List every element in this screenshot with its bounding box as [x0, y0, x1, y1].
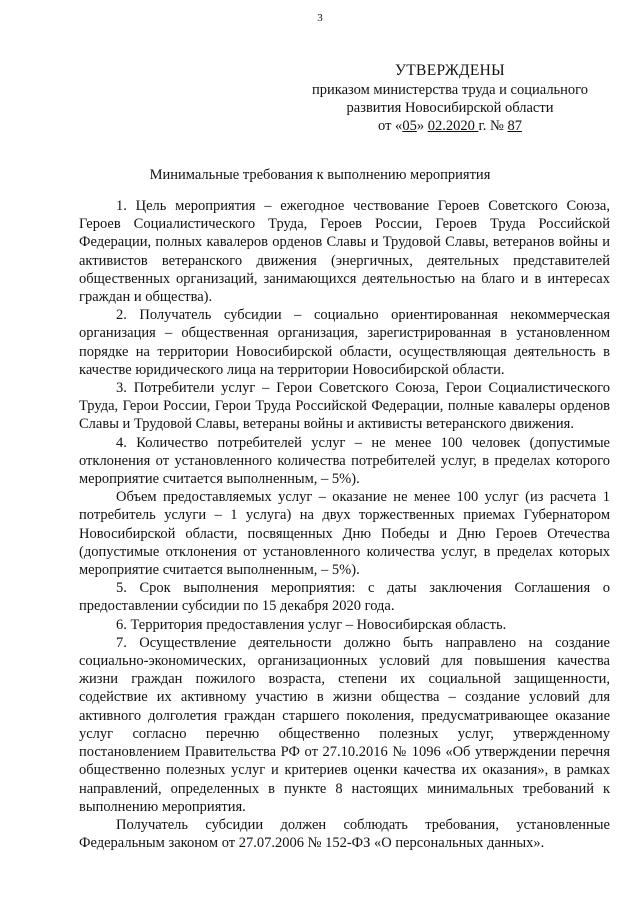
- document-title: Минимальные требования к выполнению мероприятия: [149, 167, 491, 183]
- paragraph-4-quantity: 4. Количество потребителей услуг – не менее 100 человек (допустимые отклонения от установленного количества потребителей услуг, в пределах которого мероприятие считается выполненным, – 5%).: [79, 434, 610, 488]
- approval-heading: УТВЕРЖДЕНЫ: [395, 62, 505, 79]
- approval-block: [300, 62, 600, 135]
- paragraph-service-volume: Объем предоставляемых услуг – оказание не менее 100 услуг (из расчета 1 потребитель услуги – 1 услуга) на двух торжественных приемах Губернатором Новосибирской области, посвященных Дню Победы и Дню Героев Отечества (допустимые отклонения от установленного количества услуг, в пределах которых мероприятие считается выполненным, – 5%).: [79, 489, 610, 579]
- approval-date-line: [300, 117, 600, 135]
- document-body: [79, 197, 610, 852]
- date-prefix: от «: [378, 118, 403, 134]
- paragraph-6-territory: 6. Территория предоставления услуг – Новосибирская область.: [116, 616, 507, 633]
- paragraph-1-goal: 1. Цель мероприятия – ежегодное чествование Героев Советского Союза, Героев Социалистического Труда, Героев России, Героев Труда Российской Федерации, полных кавалеров орденов Славы и Трудовой Славы, ветеранов войны и активистов ветеранского движения (энергичных, деятельных представителей общественных организаций, занимающихся деятельностью на благо и в интересах граждан и общества).: [79, 198, 610, 306]
- paragraph-personal-data: Получатель субсидии должен соблюдать требования, установленные Федеральным законом от 27.07.2006 № 152-ФЗ «О персональных данных».: [79, 816, 610, 852]
- page-number: 3: [317, 12, 323, 24]
- order-number: 87: [507, 118, 522, 134]
- paragraph-3-consumers: 3. Потребители услуг – Герои Советского Союза, Герои Социалистического Труда, Герои России, Герои Труда Российской Федерации, полные кавалеры орденов Славы и Трудовой Славы, ветераны войны и активисты ветеранского движения.: [79, 380, 610, 433]
- paragraph-7-activity: 7. Осуществление деятельности должно быть направлено на создание социально-экономических, организационных условий для повышения качества жизни граждан пожилого возраста, степени их социальной защищенности, содействие их активному участию в жизни общества – создание условий для активного долголетия граждан старшего поколения, предусматривающее оказание услуг согласно перечню общественно полезных услуг, утвержденному постановлением Правительства РФ от 27.10.2016 № 1096 «Об утверждении перечня общественно полезных услуг и критериев оценки качества их оказания», в рамках направлений, определенных в пункте 8 настоящих минимальных требований к выполнению мероприятия.: [79, 634, 610, 815]
- date-day: 05: [402, 118, 417, 134]
- date-suffix: г. №: [478, 118, 508, 134]
- paragraph-2-recipient: 2. Получатель субсидии – социально ориентированная некоммерческая организация – общественная организация, зарегистрированная в установленном порядке на территории Новосибирской области, осуществляющая деятельность в качестве юридического лица на территории Новосибирской области.: [79, 307, 610, 378]
- date-month-year: 02.2020: [427, 118, 479, 134]
- approval-line-1: приказом министерства труда и социального: [311, 82, 589, 98]
- approval-line-2: развития Новосибирской области: [346, 100, 554, 116]
- paragraph-5-term: 5. Срок выполнения мероприятия: с даты заключения Соглашения о предоставлении субсидии по 15 декабря 2020 года.: [79, 580, 610, 615]
- date-middle: »: [416, 118, 428, 134]
